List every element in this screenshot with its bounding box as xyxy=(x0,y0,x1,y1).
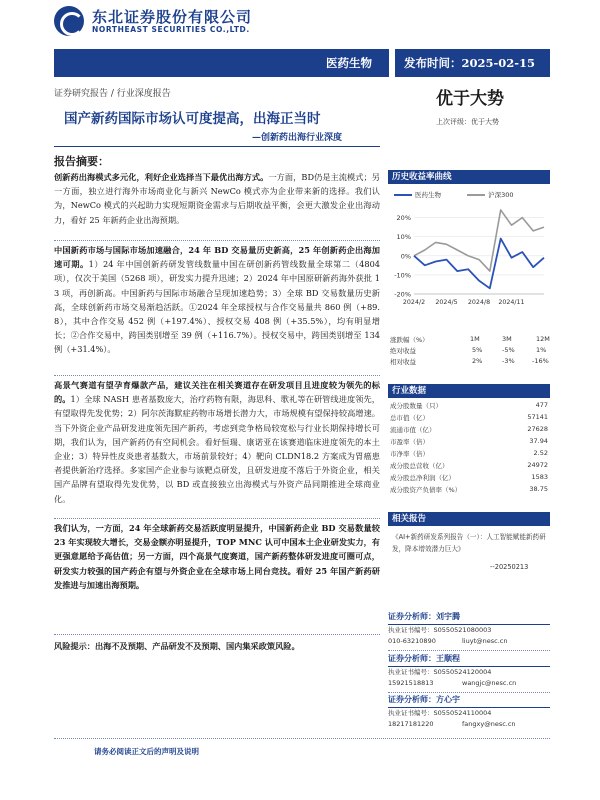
metric-value: 38.75 xyxy=(529,485,548,493)
publish-date: 发布时间：2025-02-15 xyxy=(404,56,536,70)
metric-label: 成分股总营收（亿） xyxy=(390,462,449,470)
paragraph-body: 一方面，BD仍是主流模式；另一方面，独立进行海外市场商业化与新兴 NewCo 模式亦为企业带来新的选择。我们认为，NewCo 模式的兴起助力实现短期资金需求与后期收益平衡，会更大激发企业出海动力，看好 25 年新药企业出海预期。 xyxy=(54,172,380,225)
returns-header-cell: 1M xyxy=(470,335,480,343)
related-report-link[interactable]: 《AI+新药研发系列报告（一）：人工智能赋能新药研发，降本增效潜力巨大》 xyxy=(392,533,546,553)
returns-cell: -16% xyxy=(532,357,549,365)
returns-cell: -5% xyxy=(502,346,515,354)
report-title: 国产新药国际市场认可度提高，出海正当时 xyxy=(64,111,321,127)
analyst-phone: 010-63210890 xyxy=(388,637,436,645)
paragraph-separator xyxy=(54,634,380,635)
summary-paragraph xyxy=(54,170,380,227)
paragraph-lead: 创新药出海模式多元化，利好企业选择当下最优出海方式。 xyxy=(54,172,269,182)
analyst-email[interactable]: liuyt@nesc.cn xyxy=(462,637,508,645)
metric-label: 市盈率（倍） xyxy=(390,438,429,446)
summary-label: 报告摘要： xyxy=(54,155,109,168)
returns-cell: -3% xyxy=(502,357,515,365)
analyst-cert: 执业证书编号：S0550521080003 xyxy=(388,626,492,634)
sector-label: 医药生物 xyxy=(326,56,372,70)
returns-header-cell: 涨跌幅（%） xyxy=(390,336,429,344)
footer-disclaimer-link[interactable]: 请务必阅读正文后的声明及说明 xyxy=(94,747,199,756)
analyst-contact xyxy=(388,678,550,689)
company-name-cn: 东北证券股份有限公司 xyxy=(92,8,253,26)
breadcrumb: 证券研究报告 / 行业深度报告 xyxy=(54,89,171,99)
industry-metric-row xyxy=(390,461,550,472)
analyst-card xyxy=(388,653,550,693)
metric-label: 总市值（亿） xyxy=(390,414,429,422)
analyst-contact xyxy=(388,719,550,730)
legend-swatch xyxy=(394,194,412,196)
y-tick-label: 20% xyxy=(396,214,411,223)
metric-label: 成分股资产负债率（%） xyxy=(390,486,462,494)
paragraph-body: 1）24 年中国创新药研发管线数量中国在研创新药管线数量全球第二（4804 项），仅次于美国（5268 项），研发实力提升迅速；2）2024 年中国原研新药海外获批 13 项，再创新高。中国新药与国际市场融合呈现加速趋势；3）全球 BD 交易数量历史新高，全球创新药市场交易渐趋活跃。①2024 年全球授权与合作交易量共 860 例（+89.8），其中合作交易 452 例（+197.4%）、授权交易 408 例（+35.5%），均有明显增长；②合作交易中，跨国类别增至 39 例（+116.7%）。授权交易中，跨国类别增至 134 例（+31.4%）。 xyxy=(54,259,380,355)
returns-cell: 相对收益 xyxy=(390,358,416,366)
industry-metric-row xyxy=(390,449,550,460)
analyst-card xyxy=(388,611,550,651)
analyst-cert: 执业证书编号：S0550524120004 xyxy=(388,668,492,676)
returns-header-cell: 12M xyxy=(536,335,550,343)
related-report-date: --20250213 xyxy=(490,563,529,571)
industry-metric-row xyxy=(390,401,550,412)
title-underline xyxy=(54,146,380,147)
metric-label: 流通市值（亿） xyxy=(390,426,436,434)
paragraph-lead: 高景气赛道有望孕育爆款产品，建议关注在相关赛道存在研发项目且进度较为领先的标的。 xyxy=(54,380,380,405)
industry-metric-row xyxy=(390,473,550,484)
analyst-name: 证券分析师：方心宇 xyxy=(388,694,460,704)
header-bar xyxy=(54,49,550,77)
metric-label: 市净率（倍） xyxy=(390,450,429,458)
analyst-name: 证券分析师：王顺程 xyxy=(388,653,460,663)
x-tick-label: 2024/8 xyxy=(467,299,491,306)
paragraph-body: 1）全球 NASH 患者基数庞大，治疗药物有限，海思科、歌礼等在研管线进度领先，有望取得先发优势；2）阿尔茨海默症药物市场增长潜力大，市场规模有望保持较高增速。当下外资企业产品研发进度领先国产新药，考虑到竞争格局较宽松与行业长期保持增长可期，我们认为，国产新药仍有空间机会。看好恒瑞、康诺亚在该赛道临床进度领先的本土企业；3）特异性皮炎患者基数大，市场前景较好；4）靶向 CLDN18.2 方案成为胃癌患者提供新治疗选择。多家国产企业参与该靶点研发，且研发进度不落后于外资企业，相关国产品牌有望取得先发优势，以 BD 或直接独立出海模式与外资产品同期推进全球商业化。 xyxy=(54,394,380,504)
analyst-phone: 15921518813 xyxy=(388,679,434,687)
rating: 优于大势 xyxy=(436,89,504,109)
paragraph-lead: 我们认为，一方面，24 年全球新药交易活跃度明显提升，中国新药企业 BD 交易数量较 23 年实现较大增长，交易金额亦明显提升，TOP MNC 认可中国本土企业研发实力，有更强意愿给予高估值；另一方面，四个高景气度赛道，国产新药整体研发进度可圈可点，研发实力较强的国产药企有望与外资企业在全球市场上同台竞技。看好 25 年国产新药研发推进与加速出海预期。 xyxy=(54,523,380,590)
returns-cell: 1% xyxy=(536,346,547,354)
industry-metric-row xyxy=(390,485,550,496)
legend-swatch xyxy=(467,194,485,196)
analyst-separator xyxy=(388,692,550,693)
paragraph-lead: 中国新药市场与国际市场加速融合，24 年 BD 交易量历史新高，25 年创新药企出海加速可期。 xyxy=(54,245,380,270)
chart-legend xyxy=(394,190,538,199)
industry-metric-row xyxy=(390,425,550,436)
previous-rating: 上次评级：优于大势 xyxy=(436,118,499,126)
y-tick-label: 0% xyxy=(400,252,411,261)
metric-label: 成分股数量（只） xyxy=(390,402,442,410)
analyst-contact xyxy=(388,636,550,647)
industry-data-header: 行业数据 xyxy=(388,384,550,398)
summary-paragraph xyxy=(54,378,380,506)
returns-table-row xyxy=(390,346,550,357)
report-subtitle: —创新药出海行业深度 xyxy=(252,133,343,143)
metric-value: 2.52 xyxy=(533,449,548,457)
legend-label: 医药生物 xyxy=(415,191,441,199)
x-tick-label: 2024/5 xyxy=(435,299,458,306)
industry-metric-row xyxy=(390,413,550,424)
metric-value: 37.94 xyxy=(529,437,548,445)
company-name-en: NORTHEAST SECURITIES CO.,LTD. xyxy=(92,25,250,34)
company-logo-icon xyxy=(54,6,84,36)
header-divider xyxy=(389,49,395,77)
summary-paragraph xyxy=(54,521,380,592)
y-tick-label: 10% xyxy=(396,233,411,242)
x-tick-label: 2024/2 xyxy=(402,299,426,306)
y-tick-label: -20% xyxy=(394,290,411,299)
analyst-email[interactable]: wangjc@nesc.cn xyxy=(462,679,517,687)
analyst-card xyxy=(388,694,550,730)
legend-item xyxy=(467,190,513,199)
analyst-cert: 执业证书编号：S0550524110004 xyxy=(388,709,492,717)
analyst-phone: 18217181220 xyxy=(388,720,434,728)
metric-value: 57141 xyxy=(527,413,548,421)
returns-cell: 2% xyxy=(472,357,483,365)
returns-table-row xyxy=(390,357,550,368)
paragraph-separator xyxy=(54,240,380,241)
metric-label: 成分股总净利润（亿） xyxy=(390,474,455,482)
metric-value: 1583 xyxy=(531,473,548,481)
risk-warning: 风险提示：出海不及预期、产品研发不及预期、国内集采政策风险。 xyxy=(54,641,300,651)
series-line-1 xyxy=(414,239,544,289)
analyst-separator xyxy=(388,650,550,651)
paragraph-separator xyxy=(54,375,380,376)
returns-chart xyxy=(388,200,550,320)
x-tick-label: 2024/11 xyxy=(498,299,525,306)
chart-panel-header: 历史收益率曲线 xyxy=(388,170,550,184)
summary-paragraph xyxy=(54,243,380,357)
metric-value: 24972 xyxy=(527,461,548,469)
footer-separator xyxy=(54,738,550,739)
metric-value: 477 xyxy=(535,401,548,409)
analyst-name: 证券分析师：刘宇腾 xyxy=(388,611,460,621)
legend-label: 沪深300 xyxy=(488,191,514,199)
related-report-header: 相关报告 xyxy=(388,512,550,526)
returns-cell: 绝对收益 xyxy=(390,347,416,355)
paragraph-separator xyxy=(54,518,380,519)
legend-item xyxy=(394,190,441,199)
returns-header-cell: 3M xyxy=(502,335,512,343)
returns-table-header xyxy=(390,335,550,346)
metric-value: 27628 xyxy=(527,425,548,433)
industry-metric-row xyxy=(390,437,550,448)
y-tick-label: -10% xyxy=(394,271,411,280)
analyst-email[interactable]: fangxy@nesc.cn xyxy=(462,720,516,728)
returns-cell: 5% xyxy=(472,346,483,354)
